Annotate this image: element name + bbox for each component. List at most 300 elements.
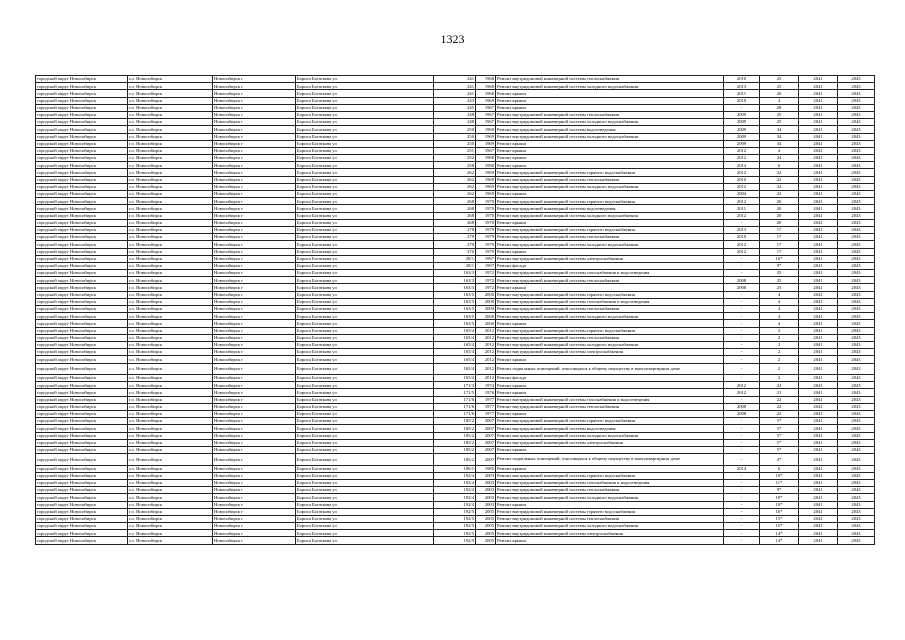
- street-cell: Бориса Богаткова ул: [296, 83, 434, 90]
- house-number-cell: 192/5: [434, 515, 476, 522]
- street-cell: Бориса Богаткова ул: [296, 155, 434, 162]
- municipality-cell: г.о. Новосибирск: [128, 341, 213, 348]
- table-row: [36, 176, 875, 183]
- city-cell: Новосибирск г: [213, 501, 296, 508]
- table-row: [36, 494, 875, 501]
- district-cell: городской округ Новосибирск: [36, 291, 128, 298]
- municipality-cell: г.о. Новосибирск: [128, 90, 213, 97]
- table-row: [36, 262, 875, 269]
- street-cell: Бориса Богаткова ул: [296, 320, 434, 327]
- build-year-cell: 1970: [476, 212, 496, 219]
- city-cell: Новосибирск г: [213, 183, 296, 190]
- district-cell: городской округ Новосибирск: [36, 410, 128, 417]
- municipality-cell: г.о. Новосибирск: [128, 508, 213, 515]
- city-cell: Новосибирск г: [213, 133, 296, 140]
- work-type-cell: Ремонт внутридомовой инженерной системы теплоснабжения: [496, 515, 724, 522]
- work-type-cell: Ремонт крыши: [496, 356, 724, 363]
- city-cell: Новосибирск г: [213, 515, 296, 522]
- wear-cell: 22: [760, 410, 799, 417]
- house-number-cell: 165/4: [434, 334, 476, 341]
- build-year-cell: 1968: [476, 90, 496, 97]
- city-cell: Новосибирск г: [213, 140, 296, 147]
- wear-cell: 22: [760, 191, 799, 198]
- plan-end-cell: 2043: [838, 126, 875, 133]
- plan-end-cell: 2043: [838, 487, 875, 494]
- house-number-cell: 186/1: [434, 465, 476, 472]
- city-cell: Новосибирск г: [213, 104, 296, 111]
- work-type-cell: Ремонт внутридомовой инженерной системы водоотведения: [496, 425, 724, 432]
- street-cell: Бориса Богаткова ул: [296, 454, 434, 466]
- last-repair-year-cell: 2012: [724, 241, 760, 248]
- build-year-cell: 1974: [476, 382, 496, 389]
- street-cell: Бориса Богаткова ул: [296, 403, 434, 410]
- last-repair-year-cell: 2010: [724, 234, 760, 241]
- build-year-cell: 1970: [476, 219, 496, 226]
- table-row: [36, 530, 875, 537]
- work-type-cell: Ремонт крыши: [496, 97, 724, 104]
- house-number-cell: 192/4: [434, 494, 476, 501]
- work-type-cell: Ремонт крыши: [496, 320, 724, 327]
- street-cell: Бориса Богаткова ул: [296, 176, 434, 183]
- plan-end-cell: 2043: [838, 97, 875, 104]
- house-number-cell: 262: [434, 169, 476, 176]
- municipality-cell: г.о. Новосибирск: [128, 176, 213, 183]
- last-repair-year-cell: -: [724, 523, 760, 530]
- street-cell: Бориса Богаткова ул: [296, 104, 434, 111]
- plan-end-cell: 2043: [838, 389, 875, 396]
- city-cell: Новосибирск г: [213, 270, 296, 277]
- build-year-cell: 2007: [476, 425, 496, 432]
- city-cell: Новосибирск г: [213, 494, 296, 501]
- house-number-cell: 163/5: [434, 306, 476, 313]
- work-type-cell: Ремонт внутридомовой инженерной системы электроснабжения: [496, 349, 724, 356]
- house-number-cell: 171/5: [434, 389, 476, 396]
- wear-cell: 5*: [760, 425, 799, 432]
- wear-cell: 20: [760, 205, 799, 212]
- work-type-cell: Ремонт внутридомовой инженерной системы горячего водоснабжения: [496, 327, 724, 334]
- plan-start-cell: 2041: [799, 97, 838, 104]
- build-year-cell: 2007: [476, 446, 496, 453]
- wear-cell: 28: [760, 104, 799, 111]
- district-cell: городской округ Новосибирск: [36, 205, 128, 212]
- last-repair-year-cell: -: [724, 418, 760, 425]
- plan-end-cell: 2043: [838, 76, 875, 83]
- build-year-cell: 1967: [476, 119, 496, 126]
- wear-cell: 22: [760, 169, 799, 176]
- plan-end-cell: 2043: [838, 334, 875, 341]
- municipality-cell: г.о. Новосибирск: [128, 446, 213, 453]
- build-year-cell: 2003: [476, 479, 496, 486]
- table-row: [36, 248, 875, 255]
- last-repair-year-cell: 2008: [724, 403, 760, 410]
- house-number-cell: 262: [434, 176, 476, 183]
- plan-start-cell: 2041: [799, 446, 838, 453]
- build-year-cell: 1969: [476, 133, 496, 140]
- street-cell: Бориса Богаткова ул: [296, 479, 434, 486]
- plan-start-cell: 2041: [799, 454, 838, 466]
- municipality-cell: г.о. Новосибирск: [128, 313, 213, 320]
- build-year-cell: 1969: [476, 183, 496, 190]
- city-cell: Новосибирск г: [213, 530, 296, 537]
- district-cell: городской округ Новосибирск: [36, 76, 128, 83]
- house-number-cell: 241: [434, 76, 476, 83]
- district-cell: городской округ Новосибирск: [36, 176, 128, 183]
- build-year-cell: 2007: [476, 454, 496, 466]
- table-row: [36, 147, 875, 154]
- house-number-cell: 270: [434, 234, 476, 241]
- district-cell: городской округ Новосибирск: [36, 191, 128, 198]
- district-cell: городской округ Новосибирск: [36, 198, 128, 205]
- municipality-cell: г.о. Новосибирск: [128, 147, 213, 154]
- wear-cell: 16*: [760, 255, 799, 262]
- plan-end-cell: 2043: [838, 191, 875, 198]
- street-cell: Бориса Богаткова ул: [296, 389, 434, 396]
- plan-end-cell: 2043: [838, 212, 875, 219]
- house-number-cell: 28/1: [434, 255, 476, 262]
- municipality-cell: г.о. Новосибирск: [128, 363, 213, 375]
- plan-end-cell: 2043: [838, 162, 875, 169]
- table-row: [36, 515, 875, 522]
- last-repair-year-cell: -: [724, 349, 760, 356]
- plan-end-cell: 2043: [838, 284, 875, 291]
- house-number-cell: 165/4: [434, 356, 476, 363]
- table-row: [36, 83, 875, 90]
- plan-start-cell: 2041: [799, 133, 838, 140]
- wear-cell: 17: [760, 248, 799, 255]
- work-type-cell: Ремонт фасада: [496, 375, 724, 382]
- house-number-cell: 165/4: [434, 349, 476, 356]
- table-row: [36, 270, 875, 277]
- plan-end-cell: 2043: [838, 169, 875, 176]
- house-number-cell: 192/5: [434, 530, 476, 537]
- city-cell: Новосибирск г: [213, 277, 296, 284]
- city-cell: Новосибирск г: [213, 487, 296, 494]
- table-row: [36, 320, 875, 327]
- district-cell: городской округ Новосибирск: [36, 183, 128, 190]
- district-cell: городской округ Новосибирск: [36, 83, 128, 90]
- municipality-cell: г.о. Новосибирск: [128, 298, 213, 305]
- street-cell: Бориса Богаткова ул: [296, 306, 434, 313]
- house-number-cell: 163/3: [434, 284, 476, 291]
- build-year-cell: 2012: [476, 375, 496, 382]
- city-cell: Новосибирск г: [213, 262, 296, 269]
- last-repair-year-cell: 2011: [724, 205, 760, 212]
- wear-cell: 6: [760, 465, 799, 472]
- plan-start-cell: 2041: [799, 241, 838, 248]
- table-row: [36, 454, 875, 466]
- table-row: [36, 363, 875, 375]
- wear-cell: 5*: [760, 446, 799, 453]
- table-row: [36, 133, 875, 140]
- house-number-cell: 163/5: [434, 313, 476, 320]
- build-year-cell: 1979: [476, 226, 496, 233]
- build-year-cell: 1970: [476, 205, 496, 212]
- municipality-cell: г.о. Новосибирск: [128, 396, 213, 403]
- plan-start-cell: 2041: [799, 363, 838, 375]
- street-cell: Бориса Богаткова ул: [296, 169, 434, 176]
- work-type-cell: Ремонт внутридомовой инженерной системы газоснабжения и водоотведения: [496, 270, 724, 277]
- house-number-cell: 250: [434, 126, 476, 133]
- build-year-cell: 1976: [476, 389, 496, 396]
- municipality-cell: г.о. Новосибирск: [128, 76, 213, 83]
- plan-end-cell: 2043: [838, 111, 875, 118]
- work-type-cell: Ремонт внутридомовой инженерной системы холодного водоснабжения: [496, 494, 724, 501]
- city-cell: Новосибирск г: [213, 389, 296, 396]
- municipality-cell: г.о. Новосибирск: [128, 119, 213, 126]
- city-cell: Новосибирск г: [213, 313, 296, 320]
- work-type-cell: Ремонт внутридомовой инженерной системы газоснабжения и водоотведения: [496, 396, 724, 403]
- wear-cell: 2: [760, 375, 799, 382]
- build-year-cell: 2012: [476, 363, 496, 375]
- city-cell: Новосибирск г: [213, 425, 296, 432]
- plan-end-cell: 2043: [838, 291, 875, 298]
- wear-cell: 20: [760, 212, 799, 219]
- city-cell: Новосибирск г: [213, 363, 296, 375]
- build-year-cell: 1969: [476, 97, 496, 104]
- table-row: [36, 140, 875, 147]
- work-type-cell: Ремонт внутридомовой инженерной системы холодного водоснабжения: [496, 83, 724, 90]
- last-repair-year-cell: -: [724, 219, 760, 226]
- build-year-cell: 2007: [476, 418, 496, 425]
- municipality-cell: г.о. Новосибирск: [128, 515, 213, 522]
- work-type-cell: Ремонт внутридомовой инженерной системы горячего водоснабжения: [496, 472, 724, 479]
- municipality-cell: г.о. Новосибирск: [128, 375, 213, 382]
- build-year-cell: 1969: [476, 169, 496, 176]
- build-year-cell: 1977: [476, 403, 496, 410]
- district-cell: городской округ Новосибирск: [36, 262, 128, 269]
- last-repair-year-cell: 2008: [724, 284, 760, 291]
- district-cell: городской округ Новосибирск: [36, 255, 128, 262]
- plan-start-cell: 2041: [799, 83, 838, 90]
- last-repair-year-cell: -: [724, 334, 760, 341]
- plan-start-cell: 2041: [799, 277, 838, 284]
- city-cell: Новосибирск г: [213, 418, 296, 425]
- municipality-cell: г.о. Новосибирск: [128, 418, 213, 425]
- district-cell: городской округ Новосибирск: [36, 515, 128, 522]
- table-row: [36, 162, 875, 169]
- house-number-cell: 163/5: [434, 320, 476, 327]
- plan-start-cell: 2041: [799, 356, 838, 363]
- table-row: [36, 104, 875, 111]
- plan-end-cell: 2043: [838, 363, 875, 375]
- table-row: [36, 487, 875, 494]
- district-cell: городской округ Новосибирск: [36, 439, 128, 446]
- last-repair-year-cell: 2010: [724, 97, 760, 104]
- build-year-cell: 1970: [476, 198, 496, 205]
- table-row: [36, 418, 875, 425]
- district-cell: городской округ Новосибирск: [36, 523, 128, 530]
- build-year-cell: 2000: [476, 298, 496, 305]
- house-number-cell: 171/3: [434, 382, 476, 389]
- plan-start-cell: 2041: [799, 255, 838, 262]
- street-cell: Бориса Богаткова ул: [296, 241, 434, 248]
- work-type-cell: Ремонт внутридомовой инженерной системы электроснабжения: [496, 530, 724, 537]
- street-cell: Бориса Богаткова ул: [296, 226, 434, 233]
- plan-start-cell: 2041: [799, 176, 838, 183]
- last-repair-year-cell: 2012: [724, 212, 760, 219]
- house-number-cell: 163/3: [434, 270, 476, 277]
- district-cell: городской округ Новосибирск: [36, 111, 128, 118]
- district-cell: городской округ Новосибирск: [36, 396, 128, 403]
- table-row: [36, 349, 875, 356]
- build-year-cell: 2007: [476, 439, 496, 446]
- house-number-cell: 258: [434, 162, 476, 169]
- work-type-cell: Ремонт внутридомовой инженерной системы газоснабжения и водоотведения: [496, 479, 724, 486]
- district-cell: городской округ Новосибирск: [36, 306, 128, 313]
- table-row: [36, 313, 875, 320]
- plan-start-cell: 2041: [799, 104, 838, 111]
- table-row: [36, 389, 875, 396]
- municipality-cell: г.о. Новосибирск: [128, 169, 213, 176]
- city-cell: Новосибирск г: [213, 403, 296, 410]
- street-cell: Бориса Богаткова ул: [296, 212, 434, 219]
- wear-cell: 25: [760, 270, 799, 277]
- plan-start-cell: 2041: [799, 410, 838, 417]
- street-cell: Бориса Богаткова ул: [296, 162, 434, 169]
- last-repair-year-cell: 2009: [724, 119, 760, 126]
- municipality-cell: г.о. Новосибирск: [128, 104, 213, 111]
- municipality-cell: г.о. Новосибирск: [128, 155, 213, 162]
- municipality-cell: г.о. Новосибирск: [128, 501, 213, 508]
- street-cell: Бориса Богаткова ул: [296, 432, 434, 439]
- municipality-cell: г.о. Новосибирск: [128, 403, 213, 410]
- city-cell: Новосибирск г: [213, 248, 296, 255]
- municipality-cell: г.о. Новосибирск: [128, 389, 213, 396]
- street-cell: Бориса Богаткова ул: [296, 465, 434, 472]
- municipality-cell: г.о. Новосибирск: [128, 277, 213, 284]
- build-year-cell: 2005: [476, 515, 496, 522]
- house-number-cell: 163/5: [434, 291, 476, 298]
- house-number-cell: 262: [434, 191, 476, 198]
- last-repair-year-cell: 2010: [724, 76, 760, 83]
- city-cell: Новосибирск г: [213, 212, 296, 219]
- work-type-cell: Ремонт внутридомовой инженерной системы горячего водоснабжения: [496, 291, 724, 298]
- work-type-cell: Ремонт внутридомовой инженерной системы водоотведения: [496, 126, 724, 133]
- municipality-cell: г.о. Новосибирск: [128, 439, 213, 446]
- wear-cell: 16*: [760, 508, 799, 515]
- plan-end-cell: 2043: [838, 382, 875, 389]
- street-cell: Бориса Богаткова ул: [296, 396, 434, 403]
- plan-end-cell: 2043: [838, 176, 875, 183]
- work-type-cell: Ремонт внутридомовой инженерной системы холодного водоснабжения: [496, 183, 724, 190]
- street-cell: Бориса Богаткова ул: [296, 133, 434, 140]
- wear-cell: 17: [760, 234, 799, 241]
- municipality-cell: г.о. Новосибирск: [128, 494, 213, 501]
- work-type-cell: Ремонт внутридомовой инженерной системы теплоснабжения: [496, 334, 724, 341]
- build-year-cell: 2012: [476, 356, 496, 363]
- table-row: [36, 327, 875, 334]
- table-row: [36, 277, 875, 284]
- table-row: [36, 255, 875, 262]
- work-type-cell: Ремонт крыши: [496, 410, 724, 417]
- table-row: [36, 410, 875, 417]
- street-cell: Бориса Богаткова ул: [296, 111, 434, 118]
- municipality-cell: г.о. Новосибирск: [128, 291, 213, 298]
- plan-start-cell: 2041: [799, 126, 838, 133]
- plan-start-cell: 2041: [799, 439, 838, 446]
- build-year-cell: 2000: [476, 291, 496, 298]
- street-cell: Бориса Богаткова ул: [296, 501, 434, 508]
- work-type-cell: Ремонт внутридомовой инженерной системы электроснабжения: [496, 439, 724, 446]
- plan-start-cell: 2041: [799, 119, 838, 126]
- build-year-cell: 1969: [476, 126, 496, 133]
- work-type-cell: Ремонт внутридомовой инженерной системы холодного водоснабжения: [496, 313, 724, 320]
- table-row: [36, 126, 875, 133]
- table-row: [36, 241, 875, 248]
- table-row: [36, 97, 875, 104]
- street-cell: Бориса Богаткова ул: [296, 487, 434, 494]
- city-cell: Новосибирск г: [213, 382, 296, 389]
- plan-start-cell: 2041: [799, 111, 838, 118]
- plan-start-cell: 2041: [799, 205, 838, 212]
- work-type-cell: Ремонт внутридомовой инженерной системы горячего водоснабжения: [496, 226, 724, 233]
- work-type-cell: Ремонт внутридомовой инженерной системы горячего водоснабжения: [496, 418, 724, 425]
- table-row: [36, 465, 875, 472]
- plan-start-cell: 2041: [799, 418, 838, 425]
- work-type-cell: Ремонт внутридомовой инженерной системы теплоснабжения: [496, 234, 724, 241]
- district-cell: городской округ Новосибирск: [36, 487, 128, 494]
- street-cell: Бориса Богаткова ул: [296, 97, 434, 104]
- municipality-cell: г.о. Новосибирск: [128, 248, 213, 255]
- last-repair-year-cell: 2012: [724, 155, 760, 162]
- table-row: [36, 334, 875, 341]
- last-repair-year-cell: -: [724, 501, 760, 508]
- table-row: [36, 234, 875, 241]
- city-cell: Новосибирск г: [213, 341, 296, 348]
- plan-start-cell: 2041: [799, 191, 838, 198]
- municipality-cell: г.о. Новосибирск: [128, 356, 213, 363]
- district-cell: городской округ Новосибирск: [36, 494, 128, 501]
- build-year-cell: 2007: [476, 432, 496, 439]
- plan-end-cell: 2043: [838, 439, 875, 446]
- street-cell: Бориса Богаткова ул: [296, 248, 434, 255]
- house-number-cell: 245: [434, 104, 476, 111]
- plan-end-cell: 2043: [838, 341, 875, 348]
- district-cell: городской округ Новосибирск: [36, 162, 128, 169]
- build-year-cell: 1985: [476, 465, 496, 472]
- city-cell: Новосибирск г: [213, 176, 296, 183]
- city-cell: Новосибирск г: [213, 83, 296, 90]
- house-number-cell: 192/4: [434, 479, 476, 486]
- street-cell: Бориса Богаткова ул: [296, 76, 434, 83]
- street-cell: Бориса Богаткова ул: [296, 446, 434, 453]
- last-repair-year-cell: -: [724, 313, 760, 320]
- table-row: [36, 356, 875, 363]
- build-year-cell: 1968: [476, 76, 496, 83]
- build-year-cell: 2012: [476, 341, 496, 348]
- table-row: [36, 119, 875, 126]
- wear-cell: 22: [760, 382, 799, 389]
- work-type-cell: Ремонт крыши: [496, 284, 724, 291]
- plan-end-cell: 2043: [838, 425, 875, 432]
- house-number-cell: 268: [434, 212, 476, 219]
- street-cell: Бориса Богаткова ул: [296, 298, 434, 305]
- table-row: [36, 375, 875, 382]
- table-row: [36, 183, 875, 190]
- wear-cell: 25: [760, 119, 799, 126]
- municipality-cell: г.о. Новосибирск: [128, 472, 213, 479]
- house-number-cell: 252: [434, 155, 476, 162]
- street-cell: Бориса Богаткова ул: [296, 198, 434, 205]
- build-year-cell: 2012: [476, 327, 496, 334]
- plan-start-cell: 2041: [799, 169, 838, 176]
- plan-end-cell: 2043: [838, 515, 875, 522]
- city-cell: Новосибирск г: [213, 226, 296, 233]
- city-cell: Новосибирск г: [213, 356, 296, 363]
- last-repair-year-cell: -: [724, 396, 760, 403]
- municipality-cell: г.о. Новосибирск: [128, 465, 213, 472]
- house-number-cell: 192/5: [434, 537, 476, 544]
